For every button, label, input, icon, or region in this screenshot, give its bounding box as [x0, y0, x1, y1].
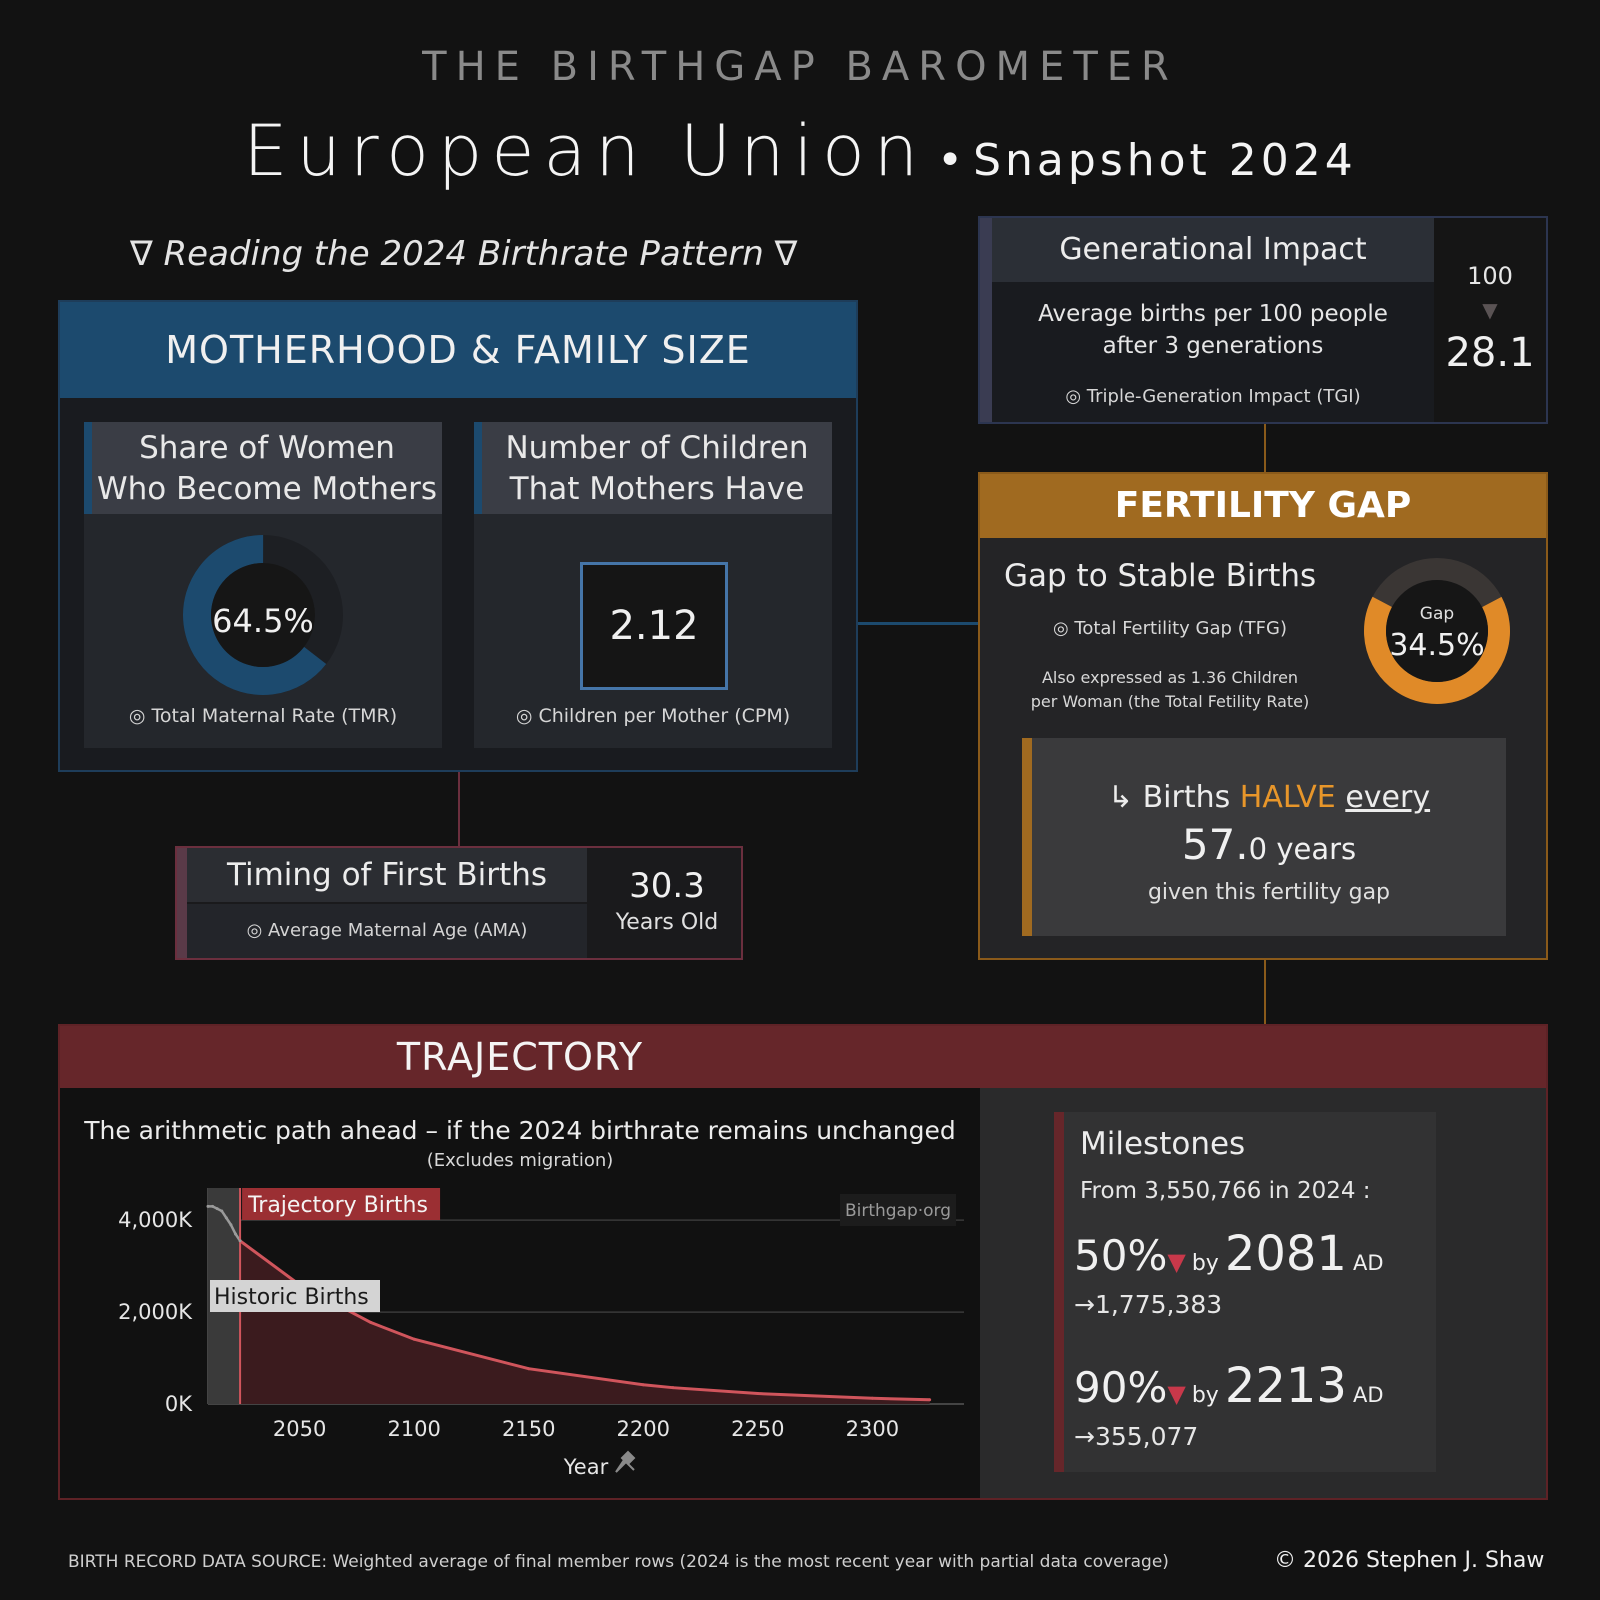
trajectory-point [527, 1367, 530, 1370]
page-title [0, 110, 1600, 192]
milestones-baseline: From 3,550,766 in 2024 : [1080, 1178, 1371, 1204]
cpm-value: 2.12 [580, 562, 728, 690]
historic-point [211, 1205, 214, 1208]
motherhood-panel [58, 300, 858, 772]
watermark-text: Birthgap·org [844, 1201, 952, 1221]
x-axis-label: Year [563, 1455, 609, 1479]
y-tick-label: 0K [164, 1392, 192, 1416]
tfr-note [1000, 666, 1340, 714]
halving-number: 57. [1181, 820, 1249, 869]
trajectory-area [240, 1241, 930, 1404]
historic-point [234, 1232, 237, 1235]
trajectory-point [756, 1392, 759, 1395]
trajectory-point [642, 1383, 645, 1386]
children-title-line2: That Mothers Have [509, 471, 805, 507]
trajectory-series-label: Trajectory Births [248, 1193, 428, 1218]
milestones-title: Milestones [1080, 1126, 1246, 1162]
down-arrow-icon: ▼ [1167, 1380, 1186, 1408]
tgi-value: 28.1 [1445, 330, 1535, 376]
milestone-90-count: →355,077 [1074, 1422, 1199, 1451]
historic-point [207, 1205, 210, 1208]
share-mothers-title [84, 422, 442, 514]
milestone-by: by [1191, 1383, 1219, 1408]
generational-description-line1: Average births per 100 people [1038, 301, 1388, 327]
children-title-line1: Number of Children [505, 430, 809, 466]
timing-card [175, 846, 743, 960]
halving-footer: given this fertility gap [1147, 880, 1391, 905]
gap-donut-label: Gap [1419, 604, 1455, 624]
halving-period [1032, 820, 1506, 869]
x-tick-label: 2050 [272, 1417, 327, 1441]
timing-accent-bar [177, 848, 187, 958]
children-per-mother-title [474, 422, 832, 514]
milestone-by: by [1191, 1251, 1219, 1276]
copyright: © 2026 Stephen J. Shaw [1274, 1548, 1545, 1573]
trajectory-point [928, 1398, 931, 1401]
generational-description [992, 298, 1434, 362]
gap-subtitle: Gap to Stable Births [1004, 558, 1317, 594]
children-per-mother-card [474, 422, 832, 748]
halving-callout [1022, 738, 1506, 936]
generational-impact-card [978, 216, 1548, 424]
historic-point [220, 1209, 223, 1212]
x-tick-label: 2300 [845, 1417, 900, 1441]
historic-point [229, 1223, 232, 1226]
down-arrow-icon: ▼ [1482, 298, 1498, 322]
snapshot-subtitle: Snapshot 2024 [973, 135, 1357, 186]
trajectory-point [672, 1386, 675, 1389]
historic-point [225, 1216, 228, 1219]
tfg-label: ◎ Total Fertility Gap (TFG) [1053, 618, 1287, 639]
trajectory-chart[interactable] [60, 1176, 980, 1496]
generational-accent-bar [980, 218, 992, 422]
trajectory-point [413, 1338, 416, 1341]
cpm-footer: ◎ Children per Mother (CPM) [515, 705, 791, 727]
connector-gen-gap [1264, 424, 1266, 472]
data-source-note: BIRTH RECORD DATA SOURCE: Weighted average of final member rows (2024 is the most recent year with partial data coverage) [68, 1552, 1169, 1572]
trajectory-note: (Excludes migration) [426, 1150, 614, 1171]
milestone-year: 2213 [1224, 1358, 1347, 1414]
historic-point [216, 1207, 219, 1210]
gap-donut-value: 34.5% [1389, 628, 1485, 663]
halving-headline [1032, 780, 1506, 815]
halve-every: every [1345, 780, 1431, 815]
motherhood-header: MOTHERHOOD & FAMILY SIZE [60, 302, 856, 398]
fertility-gap-header: FERTILITY GAP [980, 474, 1546, 538]
generational-footer: ◎ Triple-Generation Impact (TGI) [1065, 386, 1361, 407]
halving-prefix: ↳ Births [1107, 780, 1240, 815]
milestone-ad: AD [1352, 1383, 1384, 1407]
ama-unit: Years Old [615, 910, 719, 935]
x-tick-label: 2250 [731, 1417, 785, 1441]
historic-series-label: Historic Births [214, 1285, 369, 1310]
milestone-ad: AD [1352, 1251, 1384, 1275]
timing-footer: ◎ Average Maternal Age (AMA) [187, 904, 587, 958]
generational-start-value: 100 [1467, 262, 1513, 290]
y-tick-label: 2,000K [118, 1300, 192, 1325]
y-tick-label: 4,000K [118, 1208, 192, 1233]
milestone-year: 2081 [1224, 1226, 1347, 1282]
milestones-card [1054, 1112, 1436, 1472]
trajectory-subtitle: The arithmetic path ahead – if the 2024 birthrate remains unchanged [84, 1116, 956, 1145]
halve-word: HALVE [1239, 780, 1336, 815]
trajectory-point [369, 1321, 372, 1324]
fertility-gap-card [978, 472, 1548, 960]
connector-gap-trajectory [1264, 960, 1266, 1024]
halving-unit: 0 years [1248, 832, 1357, 866]
connector-motherhood-timing [458, 772, 460, 846]
region-title: European Union [243, 110, 928, 192]
x-tick-label: 2150 [502, 1417, 556, 1441]
milestone-50 [1074, 1226, 1384, 1282]
trajectory-title: TRAJECTORY [396, 1035, 644, 1079]
ama-value: 30.3 [629, 866, 705, 906]
down-arrow-icon: ▼ [1167, 1248, 1186, 1276]
tfr-note-line1: Also expressed as 1.36 Children [1041, 668, 1299, 687]
share-mothers-title-line1: Share of Women [139, 430, 395, 466]
reading-label: ∇ Reading the 2024 Birthrate Pattern ∇ [130, 234, 798, 274]
tmr-footer: ◎ Total Maternal Rate (TMR) [128, 705, 398, 727]
milestone-90 [1074, 1358, 1384, 1414]
kicker-title: THE BIRTHGAP BAROMETER [422, 44, 1178, 90]
milestone-50-count: →1,775,383 [1074, 1290, 1223, 1319]
pin-icon [616, 1452, 634, 1472]
tmr-value: 64.5% [212, 602, 314, 640]
milestone-pct: 90% [1074, 1363, 1168, 1412]
generational-title: Generational Impact [992, 218, 1434, 282]
share-mothers-title-line2: Who Become Mothers [96, 471, 438, 507]
historic-point [239, 1239, 242, 1242]
title-separator: • [937, 135, 964, 186]
generational-description-line2: after 3 generations [1102, 333, 1324, 359]
milestone-pct: 50% [1074, 1231, 1168, 1280]
share-mothers-card [84, 422, 442, 748]
trajectory-point [871, 1397, 874, 1400]
timing-title: Timing of First Births [187, 848, 587, 902]
x-tick-label: 2100 [387, 1417, 441, 1441]
x-tick-label: 2200 [616, 1417, 670, 1441]
tfr-note-line2: per Woman (the Total Fetility Rate) [1030, 692, 1310, 711]
connector-motherhood-gap [858, 622, 978, 625]
